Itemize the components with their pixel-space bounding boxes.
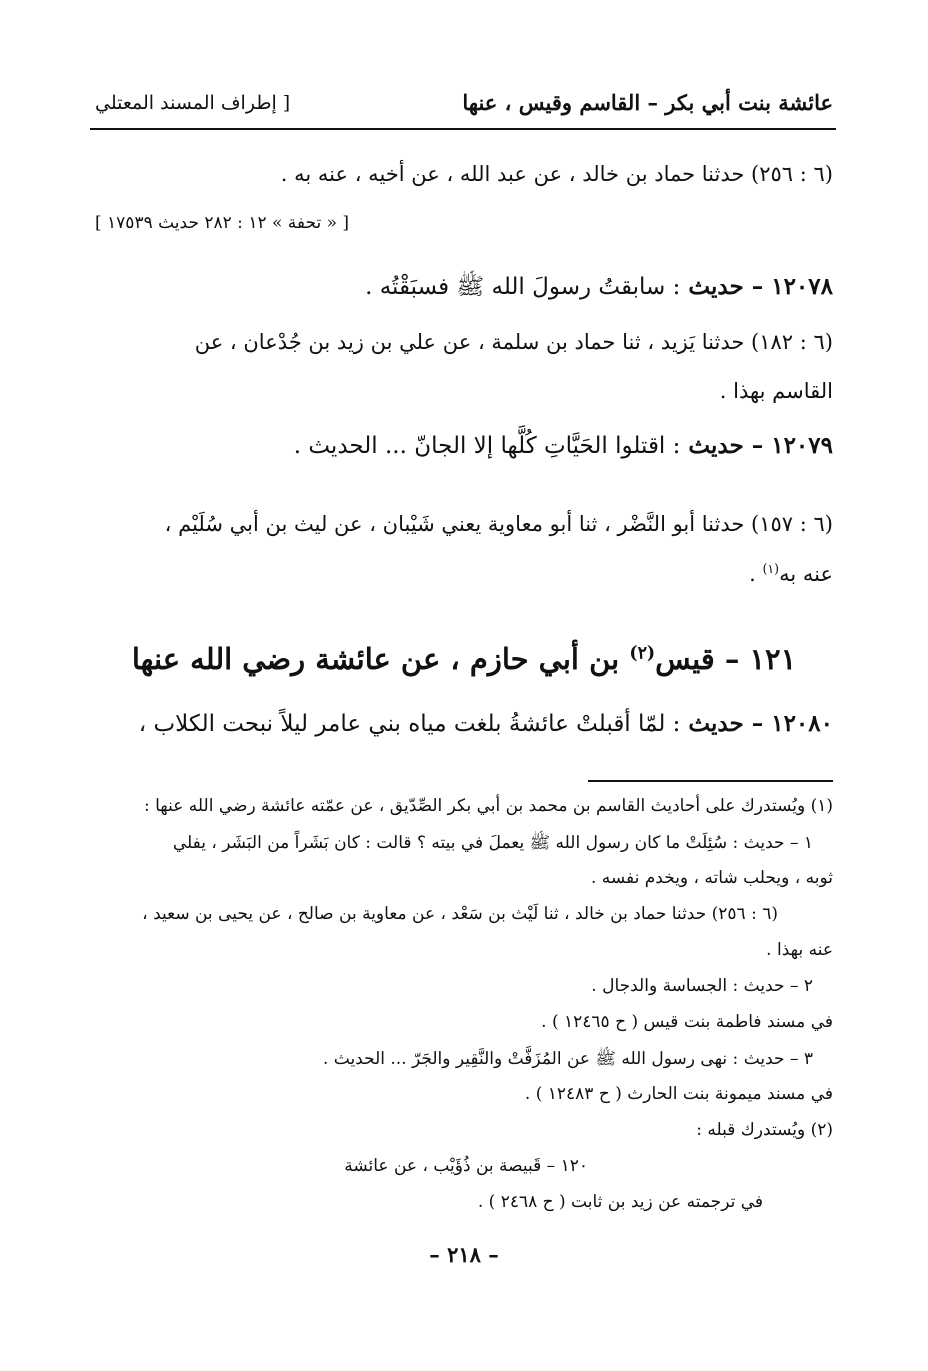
footnote-line: ثوبه ، ويحلب شاته ، ويخدم نفسه . xyxy=(590,868,833,888)
book-title: [ إطراف المسند المعتلي xyxy=(95,92,291,114)
hadith-text: : سابقتُ رسولَ الله ﷺ فسبَقْتُه . xyxy=(365,274,681,300)
section-title xyxy=(95,642,833,676)
isnad-line: القاسم بهذا . xyxy=(719,379,833,403)
isnad-end: . xyxy=(749,562,756,586)
hadith-label: حديث xyxy=(688,273,744,300)
hadith-number: ١٢٠٨٠ – xyxy=(751,710,833,737)
running-title: عائشة بنت أبي بكر – القاسم وقيس ، عنها xyxy=(462,90,833,115)
footnote-line: ١٢٠ – قَبيصة بن ذُؤَيْب ، عن عائشة xyxy=(344,1156,588,1176)
footnote-marker: (١) xyxy=(762,561,780,576)
tuhfa-reference: [ « تحفة » ١٢ : ٢٨٢ حديث ١٧٥٣٩ ] xyxy=(95,213,350,233)
hadith-text: : لمّا أقبلتْ عائشةُ بلغت مياه بني عامر ليلاً نبحت الكلاب ، xyxy=(138,711,681,737)
section-title-part1: ١٢١ – قيس xyxy=(655,642,797,676)
footnote-line: (١) ويُستدرك على أحاديث القاسم بن محمد بن أبي بكر الصِّدّيق ، عن عمّته عائشة رضي الله عنها : xyxy=(143,796,833,816)
hadith-label: حديث xyxy=(688,710,744,737)
section-title-part2: بن أبي حازم ، عن عائشة رضي الله عنها xyxy=(131,642,620,676)
isnad-line: (٦ : ٢٥٦) حدثنا حماد بن خالد ، عن عبد الله ، عن أخيه ، عنه به . xyxy=(280,162,833,186)
footnote-line: في مسند ميمونة بنت الحارث ( ح ١٢٤٨٣ ) . xyxy=(524,1084,833,1104)
hadith-12079 xyxy=(294,432,833,459)
footnote-line: ١ – حديث : سُئِلَتْ ما كان رسول الله ﷺ يعملَ في بيته ؟ قالت : كان بَشَراً من البَشَر ، يفلي xyxy=(172,833,813,853)
footnote-line: في مسند فاطمة بنت قيس ( ح ١٢٤٦٥ ) . xyxy=(541,1012,833,1032)
footnote-rule xyxy=(588,780,833,782)
footnote-line: (٢) ويُستدرك قبله : xyxy=(696,1120,833,1140)
footnote-line: في ترجمته عن زيد بن ثابت ( ح ٢٤٦٨ ) . xyxy=(477,1192,763,1212)
page-number: – ٢١٨ – xyxy=(429,1242,499,1267)
isnad-line: (٦ : ١٥٧) حدثنا أبو النَّضْر ، ثنا أبو معاوية يعني شَيْبان ، عن ليث بن أبي سُلَيْم ، xyxy=(164,512,833,536)
hadith-text: : اقتلوا الحَيَّاتِ كُلَّها إلا الجانّ ... الحديث . xyxy=(293,433,681,459)
footnote-line: ٢ – حديث : الجساسة والدجال . xyxy=(591,976,813,996)
hadith-number: ١٢٠٧٩ – xyxy=(751,432,833,459)
header-rule xyxy=(90,128,836,130)
isnad-line xyxy=(749,561,833,586)
footnote-marker: (٢) xyxy=(629,643,656,664)
footnote-line: (٦ : ٢٥٦) حدثنا حماد بن خالد ، ثنا لَيْث بن سَعْد ، عن معاوية بن صالح ، عن يحيى بن سعيد ، xyxy=(142,904,778,924)
hadith-label: حديث xyxy=(688,432,744,459)
footnote-line: ٣ – حديث : نهى رسول الله ﷺ عن المُزَفَّتْ والنَّقِير والجَرّ ... الحديث . xyxy=(322,1049,813,1069)
hadith-12078 xyxy=(365,272,833,306)
hadith-12080 xyxy=(139,710,833,737)
isnad-text: عنه به xyxy=(779,562,833,586)
isnad-line: (٦ : ١٨٢) حدثنا يَزيد ، ثنا حماد بن سلمة ، عن علي بن زيد بن جُدْعان ، عن xyxy=(194,330,833,354)
hadith-number: ١٢٠٧٨ – xyxy=(751,273,833,300)
footnote-line: عنه بهذا . xyxy=(766,940,833,960)
